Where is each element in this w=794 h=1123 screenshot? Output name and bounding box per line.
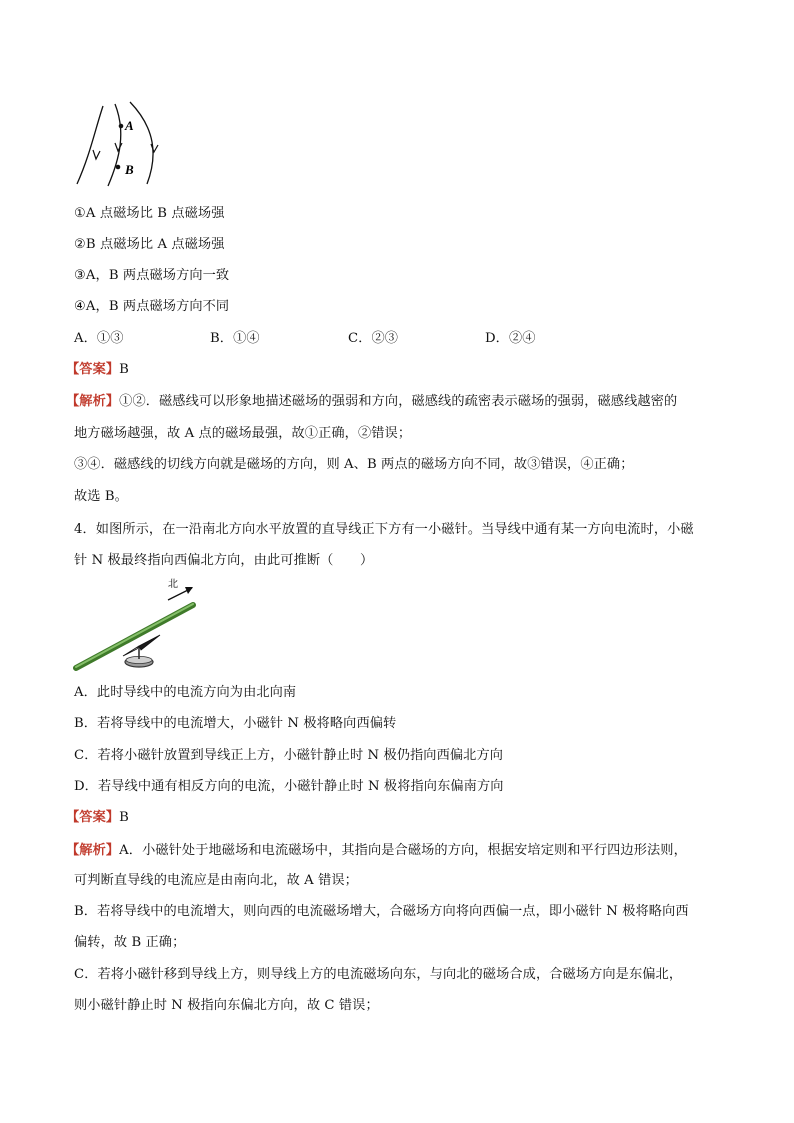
answer-tag: 【答案】 xyxy=(66,810,120,825)
analysis-text: A．小磁针处于地磁场和电流磁场中，其指向是合磁场的方向，根据安培定则和平行四边形法则， xyxy=(119,843,687,858)
statement-1: ①A 点磁场比 B 点磁场强 xyxy=(74,206,225,221)
q4-stem-line-2: 针 N 极最终指向西偏北方向，由此可推断（ ） xyxy=(74,553,374,568)
q4-stem-line-1: 4．如图所示，在一沿南北方向水平放置的直导线正下方有一小磁针。当导线中通有某一方向电流时，小磁 xyxy=(74,522,694,537)
answer-tag: 【答案】 xyxy=(66,362,120,377)
q3-option-b: B．①④ xyxy=(210,331,260,346)
q4-analysis-line-6: 则小磁针静止时 N 极指向东偏北方向，故 C 错误； xyxy=(74,998,379,1013)
analysis-text: ①②．磁感线可以形象地描述磁场的强弱和方向，磁感线的疏密表示磁场的强弱，磁感线越密的 xyxy=(119,394,678,409)
statement-4: ④A，B 两点磁场方向不同 xyxy=(74,299,230,314)
analysis-tag: 【解析】 xyxy=(66,843,120,858)
arrow-middle xyxy=(115,143,122,151)
q4-analysis-line-3: B．若将导线中的电流增大，则向西的电流磁场增大，合磁场方向将向西偏一点，即小磁针 N 极将略向西 xyxy=(74,904,689,919)
answer-value: B xyxy=(119,810,129,825)
q3-analysis-line-2: 地方磁场越强，故 A 点的磁场最强，故①正确，②错误； xyxy=(74,426,412,441)
field-line-middle xyxy=(108,104,121,186)
q3-option-d: D．②④ xyxy=(485,331,536,346)
q4-answer xyxy=(66,809,129,827)
q4-option-a: A．此时导线中的电流方向为由北向南 xyxy=(74,685,297,700)
wire-compass-figure xyxy=(72,574,212,674)
point-a-label: A xyxy=(125,118,134,133)
statement-2: ②B 点磁场比 A 点磁场强 xyxy=(74,237,225,252)
analysis-tag: 【解析】 xyxy=(66,394,120,409)
q3-analysis-line-4: 故选 B。 xyxy=(74,489,128,504)
field-line-left xyxy=(77,106,103,184)
point-b-label: B xyxy=(125,162,134,177)
compass-needle-north xyxy=(139,635,160,650)
q3-options xyxy=(74,330,554,348)
north-label: 北 xyxy=(168,579,178,590)
q3-analysis-line-3: ③④．磁感线的切线方向就是磁场的方向，则 A、B 两点的磁场方向不同，故③错误，④正确； xyxy=(74,457,634,472)
q4-analysis-line-2: 可判断直导线的电流应是由南向北，故 A 错误； xyxy=(74,873,358,888)
q4-analysis-line-1 xyxy=(66,842,687,860)
q3-option-a: A．①③ xyxy=(74,331,124,346)
point-a xyxy=(119,124,124,129)
q3-answer xyxy=(66,361,129,379)
q4-option-d: D．若导线中通有相反方向的电流，小磁针静止时 N 极将指向东偏南方向 xyxy=(74,779,504,794)
q4-analysis-line-4: 偏转，故 B 正确； xyxy=(74,935,186,950)
q4-option-b: B．若将导线中的电流增大，小磁针 N 极将略向西偏转 xyxy=(74,716,397,731)
q3-analysis-line-1 xyxy=(66,393,677,411)
q4-option-c: C．若将小磁针放置到导线正上方，小磁针静止时 N 极仍指向西偏北方向 xyxy=(74,748,504,763)
field-lines-figure xyxy=(70,100,180,190)
arrow-right xyxy=(151,144,158,152)
q4-analysis-line-5: C．若将小磁针移到导线上方，则导线上方的电流磁场向东，与向北的磁场合成，合磁场方向是东偏北， xyxy=(74,967,683,982)
compass-needle-south xyxy=(123,646,139,656)
point-b xyxy=(116,165,121,170)
q3-option-c: C．②③ xyxy=(348,331,399,346)
arrow-left xyxy=(93,150,100,159)
statement-3: ③A，B 两点磁场方向一致 xyxy=(74,268,230,283)
answer-value: B xyxy=(119,362,129,377)
